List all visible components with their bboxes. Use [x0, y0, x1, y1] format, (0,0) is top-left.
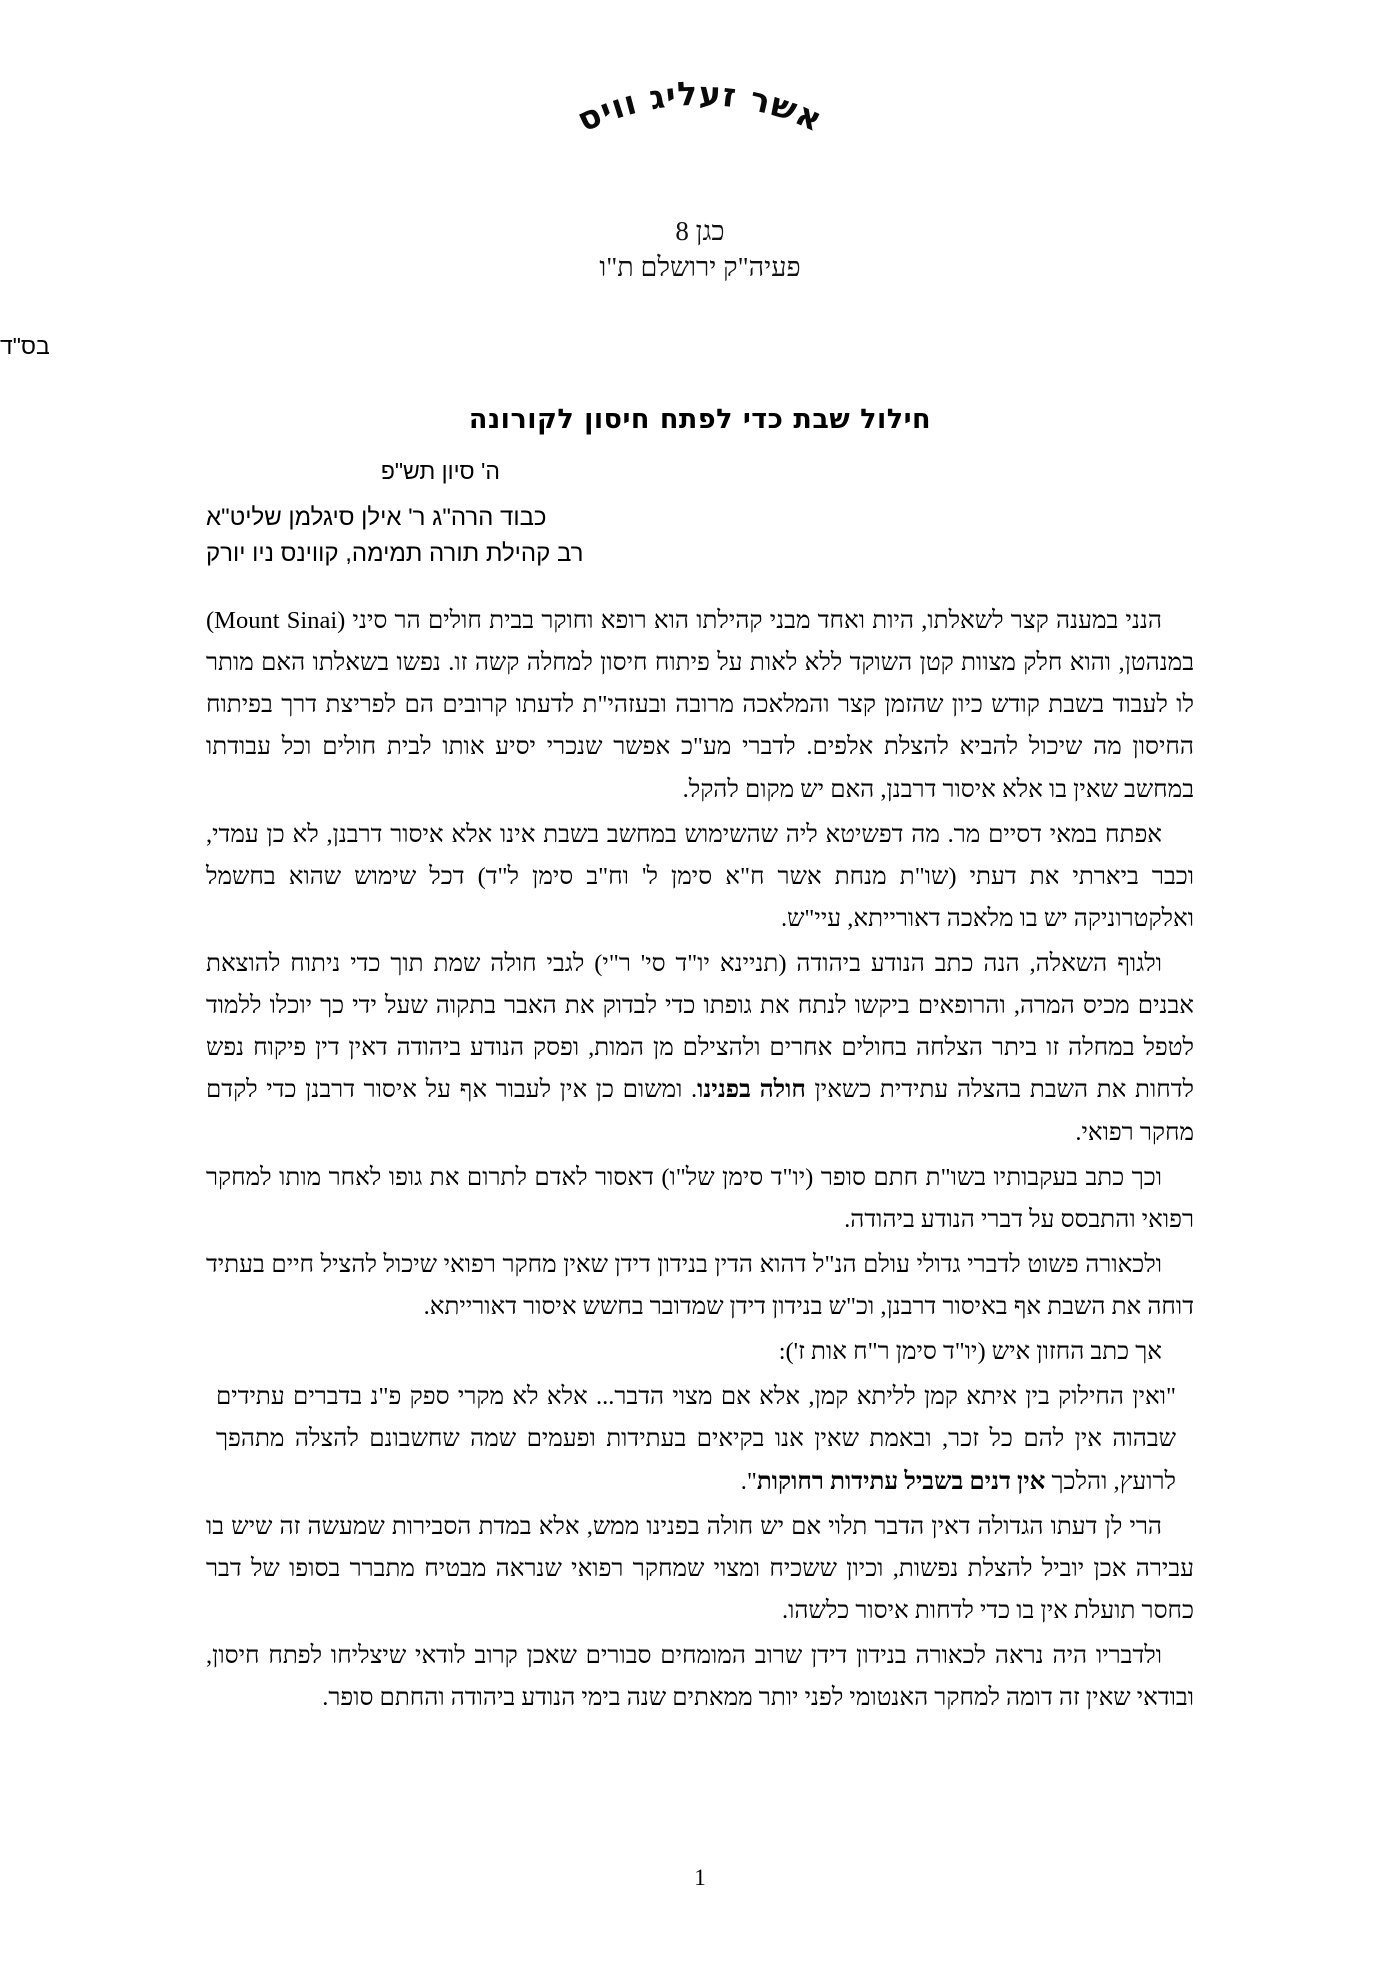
bsd-marker	[0, 333, 1194, 360]
addressee-line-1: כבוד הרה"ג ר' אילן סיגלמן שליט"א	[206, 504, 547, 531]
quote-part-2: ".	[740, 1467, 757, 1495]
paragraph-2: אפתח במאי דסיים מר. מה דפשיטא ליה שהשימוש במחשב בשבת אינו אלא איסור דרבנן, לא כן עמדי, וכבר ביארתי את דעתי (שו"ת מנחת אשר ח"א סימן ל' וח"ב סימן ל"ד) דכל שימוש שהוא בחשמל ואלקטרוניקה יש בו מלאכה דאורייתא, עיי"ש.	[206, 820, 1194, 932]
page-number: 1	[694, 1865, 706, 1890]
paragraph-3-part-2: . ומשום כן אין לעבור אף על איסור דרבנן כדי לקדם מחקר רפואי.	[206, 1076, 1194, 1146]
paragraph-7: הרי לן דעתו הגדולה דאין הדבר תלוי אם יש חולה בפנינו ממש, אלא במדת הסבירות שמעשה זה שיש בו עבירה אכן יוביל להצלת נפשות, וכיון ששכיח ומצוי שמחקר רפואי שנראה מבטיח מתברר בסופו של דבר כחסר תועלת אין בו כדי לדחות איסור כלשהו.	[206, 1512, 1194, 1624]
paragraph-4: וכך כתב בעקבותיו בשו"ת חתם סופר (יו"ד סימן של"ו) דאסור לאדם לתרום את גופו לאחר מותו למחקר רפואי והתבסס על דברי הנודע ביהודה.	[206, 1163, 1194, 1233]
hebrew-date: ה' סיון תש"פ	[380, 458, 500, 484]
chazon-ish-quote	[206, 1376, 1194, 1502]
quote-emphasis: אין דנים בשביל עתידות רחוקות	[756, 1467, 1046, 1495]
addressee-line-2: רב קהילת תורה תמימה, קווינס ניו יורק	[206, 540, 584, 568]
paragraph-8: ולדבריו היה נראה לכאורה בנידון דידן שרוב המומחים סבורים שאכן קרוב לודאי שיצליחו לפתח חיסון, ובודאי שאין זה דומה למחקר האנטומי לפני יותר ממאתים שנה בימי הנודע ביהודה והחתם סופר.	[206, 1642, 1194, 1712]
paragraph-3-emphasis: חולה בפנינו	[697, 1076, 806, 1104]
page-title: חילול שבת כדי לפתח חיסון לקורונה	[468, 404, 932, 435]
quote-part-1: "ואין החילוק בין איתא קמן לליתא קמן, אלא אם מצוי הדבר... אלא לא מקרי ספק פ"נ בדברים עתידים שבהוה אין להם כל זכר, ובאמת שאין אנו בקיאים בעתידות ופעמים שמה שחשבונם להצלה מתהפך לרועץ, והלכך	[216, 1383, 1176, 1495]
document-body	[206, 600, 1194, 1722]
letterhead-name-text: אשר זעליג וויס	[571, 73, 829, 140]
letterhead-address: כגן 8	[675, 216, 725, 246]
paragraph-3	[206, 943, 1194, 1154]
addressee-block	[206, 500, 1194, 573]
letterhead-city: פעיה"ק ירושלם ת"ו	[599, 251, 801, 282]
paragraph-5: ולכאורה פשוט לדברי גדולי עולם הנ"ל דהוא הדין בנידון דידן שאין מחקר רפואי שיכול להציל חיים בעתיד דוחה את השבת אף באיסור דרבנן, וכ"ש בנידון דידן שמדובר בחשש איסור דאורייתא.	[206, 1250, 1194, 1320]
letterhead-name-arched	[490, 73, 910, 212]
letterhead	[0, 73, 1400, 285]
quote-lead-in: אך כתב החזון איש (יו"ד סימן ר"ח אות ז'):	[778, 1338, 1162, 1366]
paragraph-1: הנני במענה קצר לשאלתו, היות ואחד מבני קהילתו הוא רופא וחוקר בבית חולים הר סיני (Mount Sinai) במנהטן, והוא חלק מצוות קטן השוקד ללא לאות על פיתוח חיסון למחלה קשה זו. נפשו בשאלתו האם מותר לו לעבוד בשבת קודש כיון שהזמן קצר והמלאכה מרובה ובעזהי"ת לדעתו קרובים הם לפריצת דרך בפיתוח החיסון מה שיכול להביא להצלת אלפים. לדברי מע"כ אפשר שנכרי יסיע אותו לבית חולים וכל עבודתו במחשב שאין בו אלא איסור דרבנן, האם יש מקום להקל.	[206, 607, 1194, 803]
bsd-text: בס"ד	[0, 333, 50, 359]
paragraph-3-part-1: ולגוף השאלה, הנה כתב הנודע ביהודה (תניינא יו"ד סי' ר"י) לגבי חולה שמת תוך כדי ניתוח להוצאת אבנים מכיס המרה, והרופאים ביקשו לנתח את גופתו כדי לבדוק את האבר בתקוה שעל ידי כך יוכלו ללמוד לטפל במחלה זו ביתר הצלחה בחולים אחרים ולהצילם מן המות, ופסק הנודע ביהודה דאין דין פיקוח נפש לדחות את השבת בהצלה עתידית כשאין	[206, 950, 1194, 1104]
